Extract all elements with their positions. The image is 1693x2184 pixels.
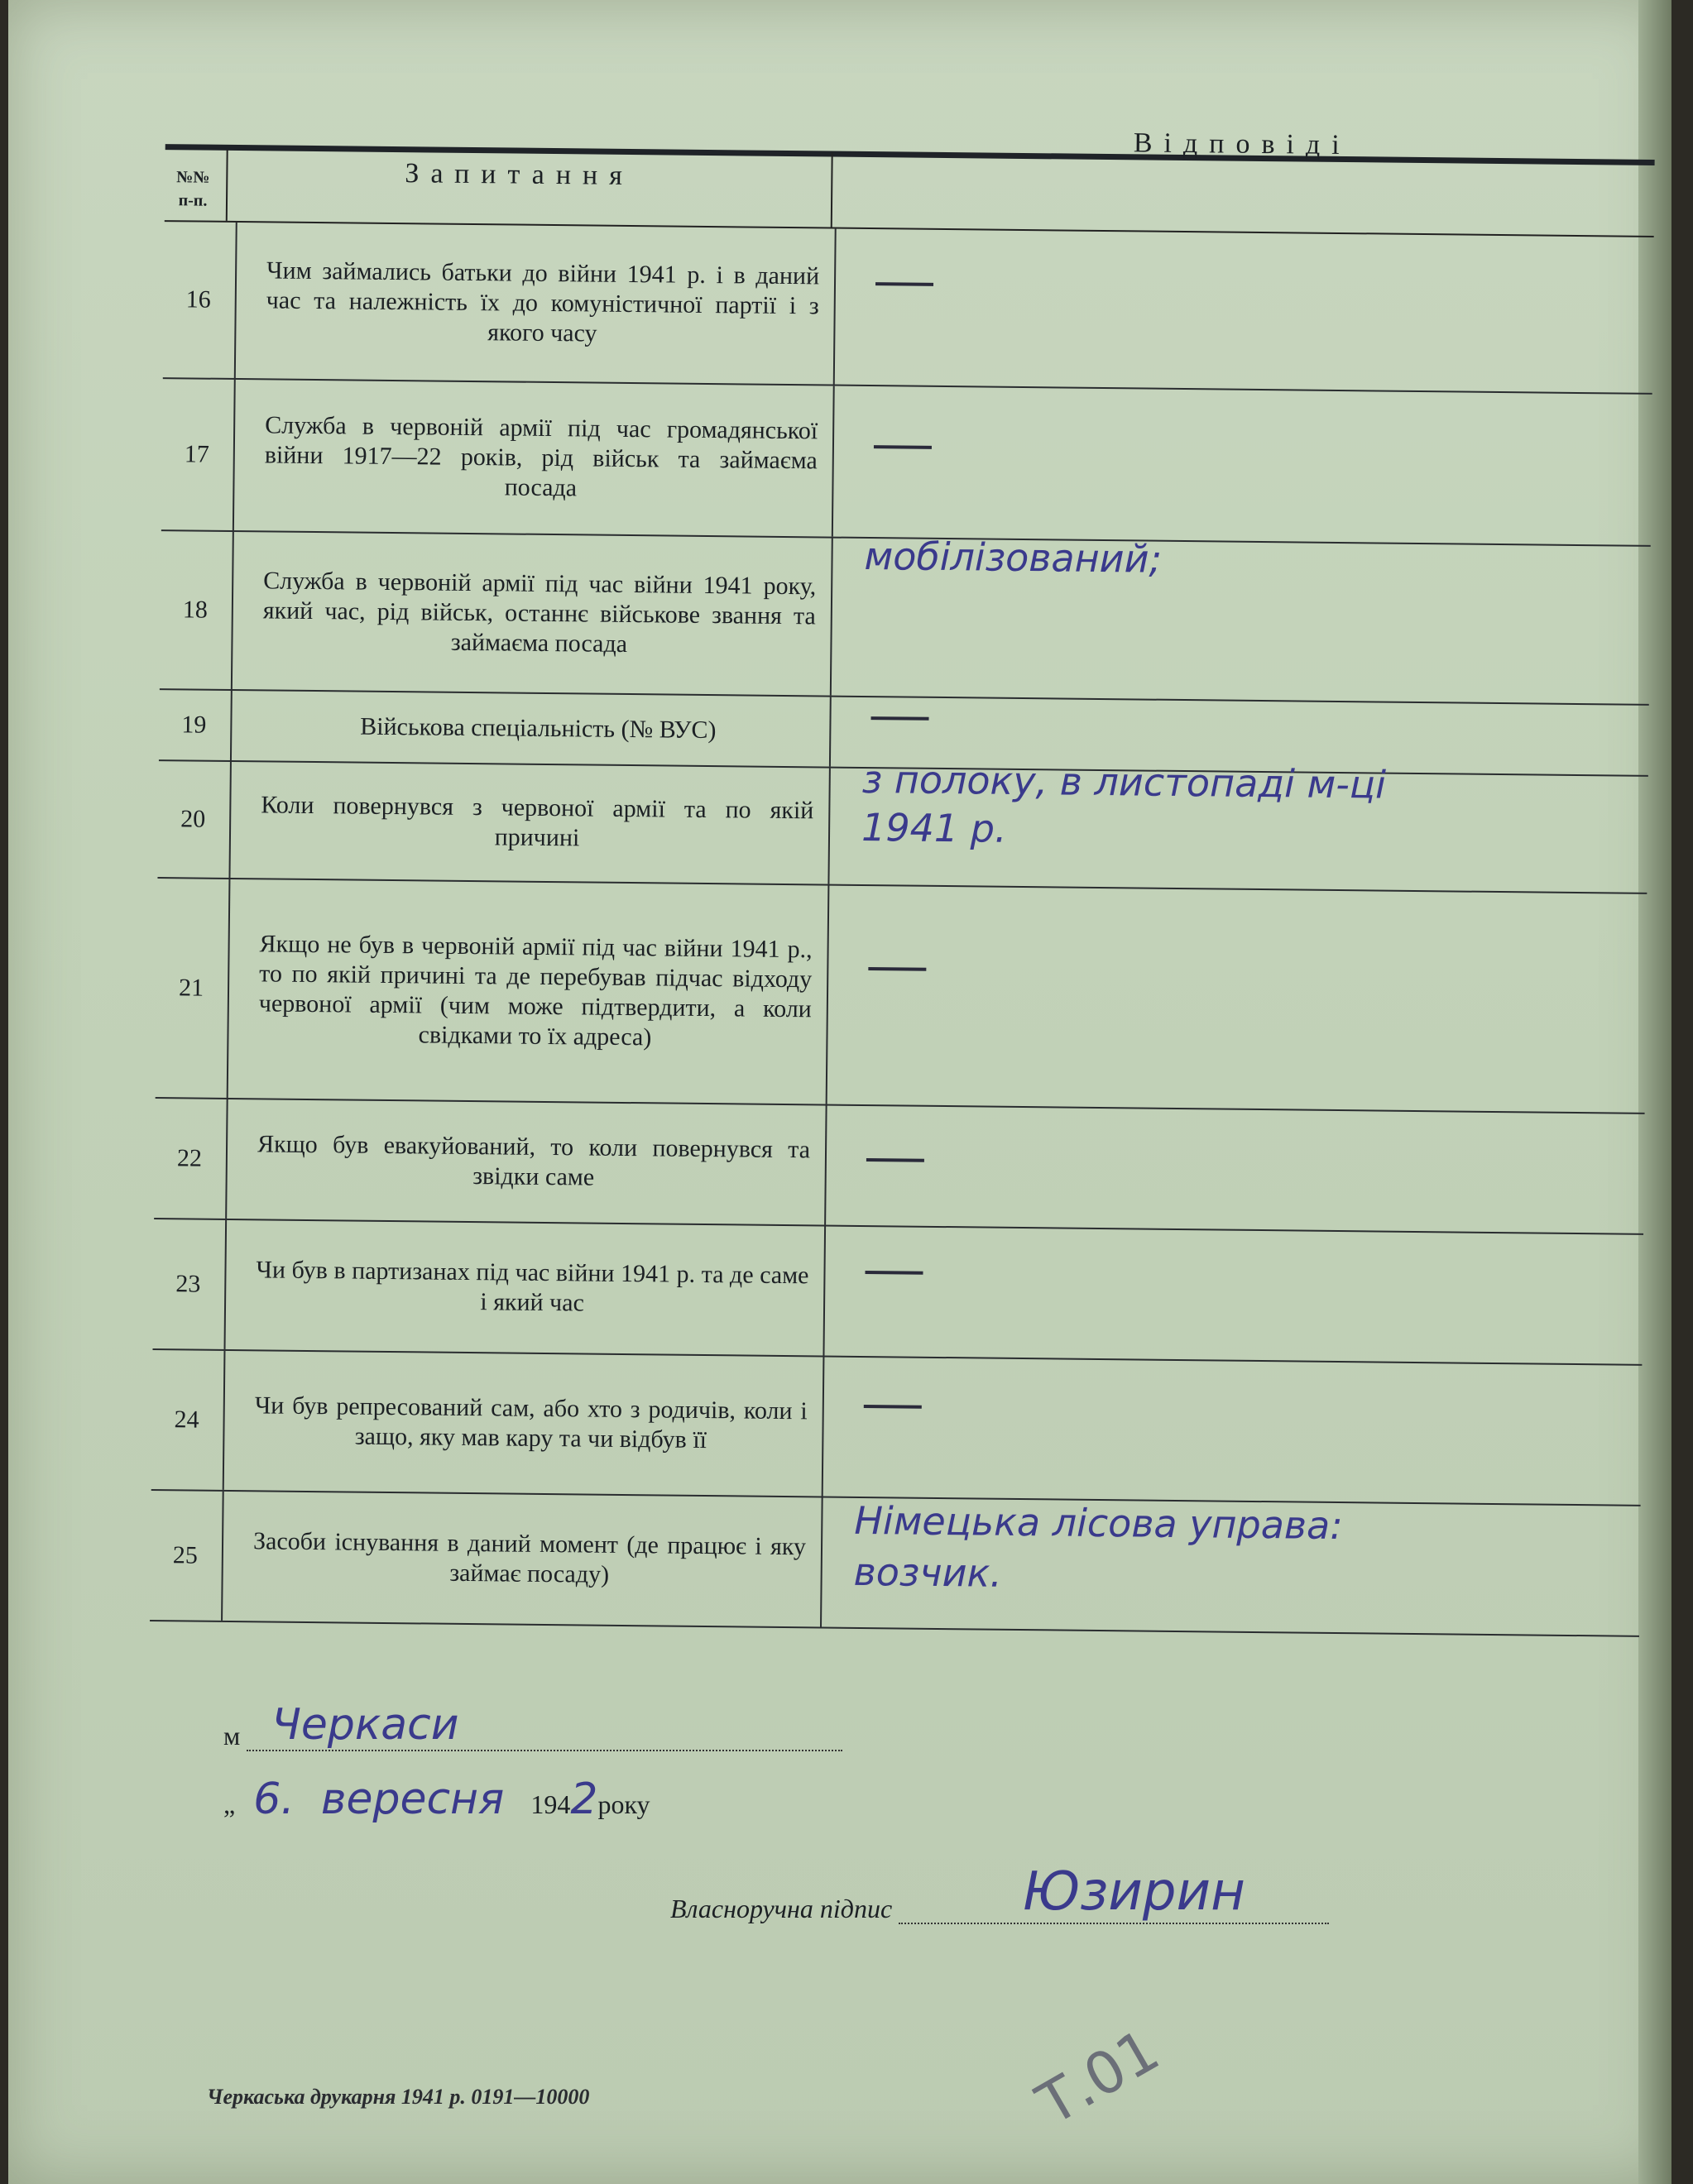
answer-cell (842, 229, 1654, 393)
table-row (156, 879, 1647, 1114)
question-text: Якщо не був в червоній армії під час війни 1941 р., то по якій причині та де перебував підчас відходу червоної армії (чим може підтвердити, а коли свідками то їх адреса) (258, 930, 813, 1051)
answer-cell (836, 756, 1647, 893)
answer-cell (832, 1106, 1644, 1233)
question-text: Чи був в партизанах під час війни 1941 р. та де саме і який час (256, 1256, 809, 1317)
header-number: №№ п-п. (176, 168, 210, 210)
row-number: 16 (185, 285, 211, 314)
row-number: 17 (184, 440, 209, 468)
answer-cell (834, 886, 1647, 1113)
place-line (247, 1700, 842, 1751)
dash-mark (868, 967, 926, 971)
date-field (223, 1774, 650, 1824)
row-number: 22 (176, 1144, 203, 1172)
header-divider (831, 153, 833, 228)
answer-cell (838, 533, 1651, 704)
signature: Юзирин (1023, 1861, 1245, 1923)
date-day: 6. (253, 1774, 295, 1824)
question-text: Чи був репресований сам, або хто з родичів, коли і защо, яку мав кару та чи відбув її (254, 1391, 808, 1454)
row-number: 23 (175, 1270, 201, 1298)
answer-cell (828, 1498, 1641, 1636)
handwritten-answer-line1: з полоку, в листопаді м-ці (861, 756, 1387, 807)
table-row (150, 1491, 1641, 1637)
header-questions: Запитання (405, 158, 635, 192)
dash-mark (871, 716, 929, 721)
table-row (151, 1350, 1643, 1506)
question-text: Якщо був евакуйований, то коли повернувся та звідки саме (257, 1130, 811, 1191)
answer-cell (840, 386, 1652, 545)
place-handwritten: Черкаси (271, 1700, 459, 1750)
question-cell (234, 223, 837, 385)
table-row (154, 1099, 1644, 1235)
handwritten-answer-line1: Німецька лісова управа: (854, 1497, 1344, 1549)
signature-line (899, 1861, 1329, 1924)
question-cell (221, 1492, 823, 1627)
pencil-mark: Т.01 (1025, 2015, 1171, 2139)
dash-mark (874, 445, 932, 449)
question-cell (223, 1220, 826, 1356)
document-page (8, 0, 1671, 2184)
place-field (223, 1700, 842, 1751)
place-prefix: м (223, 1721, 241, 1751)
table-row (163, 222, 1654, 395)
row-number: 18 (182, 596, 209, 624)
answer-cell (831, 1227, 1643, 1364)
date-year-digit: 2 (570, 1774, 598, 1824)
date-quote: „ (223, 1789, 236, 1819)
dash-mark (875, 282, 933, 286)
table-row (161, 379, 1652, 547)
date-month: вересня (320, 1774, 505, 1824)
header-answers: Відповіді (1133, 127, 1351, 161)
top-rule (165, 144, 1655, 165)
row-number: 21 (178, 974, 204, 1002)
questionnaire-form (157, 124, 1659, 1596)
question-cell (225, 1099, 827, 1225)
header-divider (226, 150, 228, 221)
question-text: Служба в червоній армії під час громадянської війни 1917—22 років, рід військ та займаєма посада (264, 411, 818, 502)
printer-imprint: Черкаська друкарня 1941 р. 0191—10000 (207, 2085, 590, 2109)
question-cell (230, 691, 832, 767)
dash-mark (866, 1158, 924, 1162)
dash-mark (864, 1405, 922, 1409)
question-text: Засоби існування в даний момент (де працює і яку займає посаду) (252, 1527, 807, 1588)
row-number: 19 (181, 711, 207, 739)
date-year-printed: 194 (530, 1789, 571, 1819)
question-cell (223, 1351, 825, 1497)
question-text: Військова спеціальність (№ ВУС) (360, 712, 717, 745)
question-cell (231, 532, 833, 696)
dash-mark (865, 1271, 923, 1275)
handwritten-answer-line2: 1941 р. (861, 804, 1007, 851)
signature-field (670, 1861, 1329, 1924)
handwritten-answer-line2: возчик. (853, 1549, 1003, 1596)
question-text: Служба в червоній армії під час війни 1941 року, який час, рід військ, останнє військове звання та займаєма посада (262, 567, 817, 658)
question-cell (228, 762, 830, 884)
row-number: 24 (174, 1406, 199, 1434)
date-year-suffix: року (597, 1789, 650, 1819)
question-text: Чим займались батьки до війни 1941 р. і в даний час та належність їх до комуністичної партії і з якого часу (266, 256, 820, 347)
question-cell (233, 380, 835, 537)
signature-label: Власноручна підпис (670, 1894, 893, 1923)
table-row (160, 531, 1651, 706)
question-cell (227, 879, 830, 1104)
row-number: 25 (172, 1541, 199, 1569)
answer-cell (830, 1358, 1643, 1505)
row-number: 20 (180, 805, 206, 833)
table-row (157, 756, 1647, 894)
table-row (152, 1219, 1643, 1366)
question-text: Коли повернувся з червоної армії та по якій причині (261, 791, 814, 852)
handwritten-answer: мобілізований; (864, 533, 1163, 582)
